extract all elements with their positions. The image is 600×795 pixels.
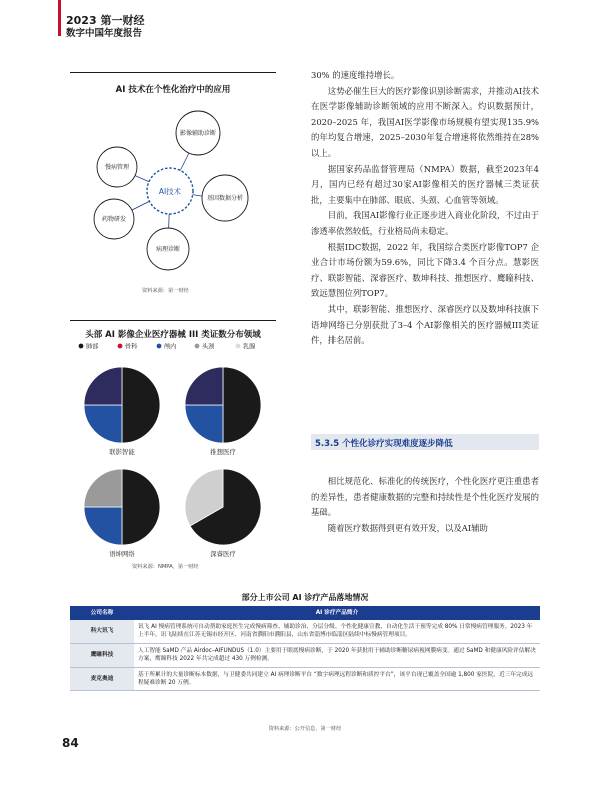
paragraph: 相比规范化、标准化的传统医疗，个性化医疗更注重患者的差异性，患者健康数据的完整和持续性是个性化医疗发展的基础。	[311, 476, 539, 518]
node-label: 基因数据分析	[206, 195, 244, 202]
pie-slice	[122, 469, 160, 545]
legend-marker	[79, 344, 84, 349]
pie-label: 联影智能	[109, 448, 135, 456]
node-label: 慢病管理	[104, 164, 130, 171]
paragraph: 30% 的速度维持增长。	[311, 70, 400, 80]
page-number: 84	[62, 736, 79, 750]
paragraph: 目前，我国AI影像行业正逐步进入商业化阶段，不过由于渗透率依然较低，行业格局尚未稳定。	[311, 210, 539, 236]
node-label: 病理诊断	[155, 246, 181, 253]
table-row	[70, 620, 540, 643]
legend-marker	[195, 344, 200, 349]
column-header-description: AI 诊疗产品简介	[134, 606, 540, 620]
table-row	[70, 667, 540, 691]
chart-title: 头部 AI 影像企业医疗器械 III 类证数分布领域	[85, 330, 261, 340]
company-cell: 麦克奥迪	[70, 667, 134, 691]
chart-source: 资料来源：NMPA，第一财经	[132, 564, 199, 570]
legend-marker	[157, 344, 162, 349]
table-source: 资料来源：公开信息，第一财经	[268, 726, 342, 732]
description-cell: 人工智能 SaMD 产品 Airdoc–AIFUNDUS（1.0）主要用于眼底慢病诊断，于 2020 年获批用于辅助诊断糖尿病视网膜病变。通过 SaMD 和健康风险评估解决方案，鹰瞳科技 2022 年共完成超过 430 万例检测。	[134, 643, 540, 667]
figure-source: 资料来源：第一财经	[142, 288, 189, 294]
legend-label: 头颈	[202, 343, 215, 351]
legend-marker	[118, 344, 123, 349]
table-row	[70, 643, 540, 667]
figure-ai-personalized-treatment	[70, 72, 276, 305]
node-label: 影像辅助诊断	[179, 130, 217, 137]
pie-label: 推想医疗	[210, 448, 236, 456]
ai-product-table	[70, 606, 540, 691]
publication-subtitle: 数字中国年度报告	[66, 28, 143, 39]
legend-label: 骨科	[125, 343, 138, 351]
body-text-bottom	[311, 474, 539, 536]
table-header-row	[70, 606, 540, 620]
figure-class3-certificates	[70, 320, 276, 573]
pie-slice	[84, 469, 122, 507]
legend-label: 颅内	[164, 343, 177, 351]
node-label: 药物研发	[101, 216, 127, 223]
ai-application-diagram	[70, 101, 276, 291]
column-header-company: 公司名称	[70, 606, 134, 620]
company-cell: 科大讯飞	[70, 620, 134, 643]
pie-slice	[84, 367, 122, 405]
legend-label: 乳腺	[243, 343, 256, 351]
pie-slice	[122, 367, 160, 443]
pie-label: 深睿医疗	[210, 550, 236, 558]
figure-title: AI 技术在个性化治疗中的应用	[115, 85, 231, 95]
paragraph: 随着医疗数据得到更有效开发，以及AI辅助	[327, 522, 488, 533]
table-title: 部分上市公司 AI 诊疗产品落地情况	[241, 593, 369, 602]
body-text-top	[311, 68, 539, 349]
paragraph: 据国家药品监督管理局（NMPA）数据，截至2023年4月，国内已经有超过30家AI影像相关的医疗器械三类证获批，主要集中在肺部、眼底、头颈、心血管等领域。	[311, 163, 539, 205]
paragraph: 其中，联影智能、推想医疗、深睿医疗以及数坤科技旗下语坤网络已分别获批了3–4 个AI影像相关的医疗器械III类证件，排名居前。	[311, 303, 539, 346]
pie-charts	[70, 339, 276, 561]
publication-title: 2023 第一财经	[66, 14, 145, 27]
ai-center-label: AI技术	[158, 187, 182, 196]
header-accent-bar	[58, 0, 61, 36]
paragraph: 根据IDC数据，2022 年，我国综合类医疗影像TOP7 企业合计市场份额为59.6%，同比下降3.4 个百分点。慧影医疗、联影智能、深睿医疗、数坤科技、推想医疗、鹰瞳科技、致远慧图位列TOP7。	[311, 241, 539, 299]
company-cell: 鹰瞳科技	[70, 643, 134, 667]
pie-slice	[185, 405, 223, 443]
pie-slice	[185, 367, 223, 405]
legend-label: 肺部	[86, 343, 99, 351]
pie-slice	[84, 405, 122, 443]
section-heading: 5.3.5 个性化诊疗实现难度逐步降低	[315, 439, 453, 449]
pie-label: 语坤网络	[109, 550, 135, 558]
pie-slice	[84, 507, 122, 545]
pie-slice	[223, 367, 261, 443]
description-cell: 基于所累计的大量诊断标本数据，与卫健委共同建立 AI 病理诊断平台 “数字病理远程诊断和质控平台”，该平台现已覆盖全国逾 1,800 家医院，近三年完成远程疑难诊断 20 万例。	[134, 667, 540, 691]
description-cell: 讯飞 AI 慢病管理系统可自动帮助家庭医生完成慢病筛查、辅助诊治、分层分级、个性化健康宣教、自动化生活干预等完成 80% 日常慢病管理服务。2023 年上半年，讯飞陆续在江苏无锡市经开区、河南省濮阳市濮阳县、山东省淄博市临淄区陆续中标慢病管理项目。	[134, 620, 540, 643]
paragraph: 这势必催生巨大的医疗影像识别诊断需求，并推动AI技术在医学影像辅助诊断领域的应用不断深入。灼识数据预计，2020–2025 年，我国AI医学影像市场规模有望实现135.9% 的年均复合增速，2025–2030年复合增速将依然维持在28% 以上。	[311, 85, 539, 158]
legend-marker	[236, 344, 241, 349]
